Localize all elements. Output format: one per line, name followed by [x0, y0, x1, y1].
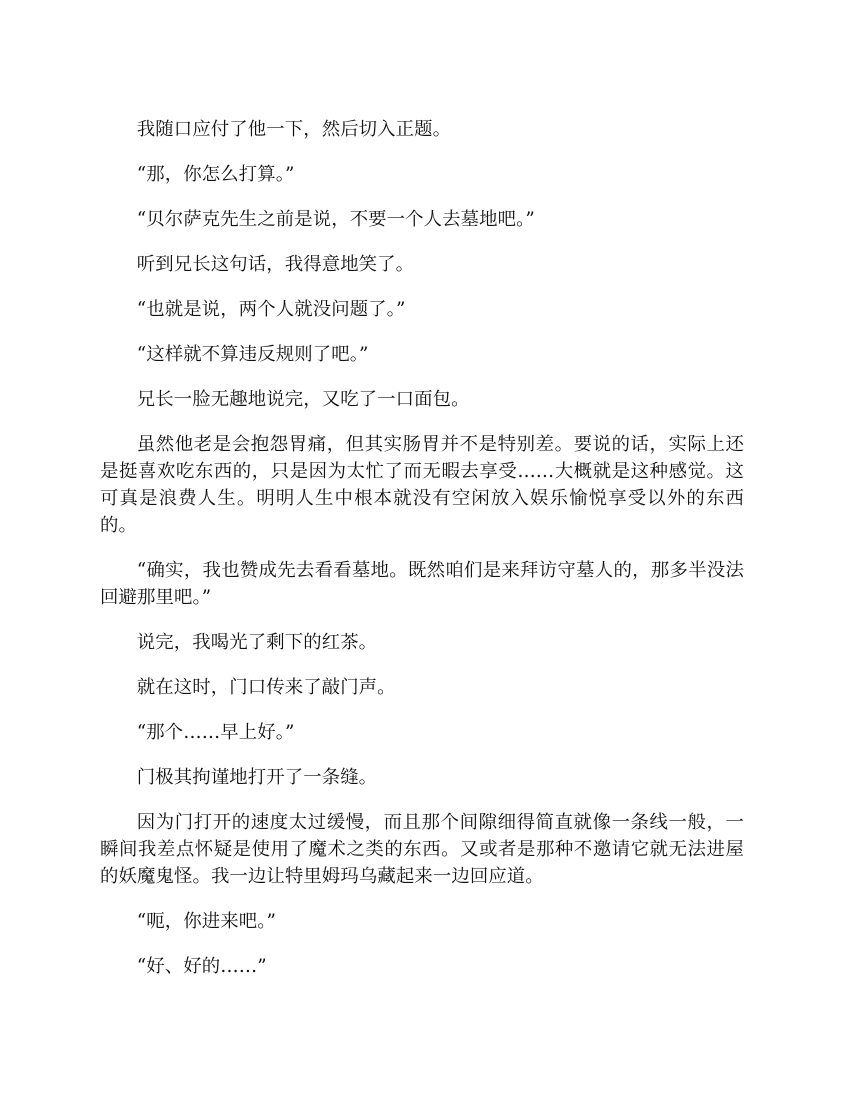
- document-body: [100, 116, 744, 998]
- paragraph: “那个……早上好。”: [136, 722, 295, 743]
- paragraph: “这样就不算违反规则了吧。”: [136, 344, 369, 365]
- paragraph: 兄长一脸无趣地说完，又吃了一口面包。: [136, 389, 470, 410]
- paragraph: 我随口应付了他一下，然后切入正题。: [136, 119, 452, 140]
- paragraph: “呃，你进来吧。”: [136, 911, 277, 932]
- paragraph: 听到兄长这句话，我得意地笑了。: [136, 254, 415, 275]
- paragraph: “那，你怎么打算。”: [136, 164, 295, 185]
- paragraph: 说完，我喝光了剩下的红茶。: [136, 632, 378, 653]
- paragraph: “也就是说，两个人就没问题了。”: [136, 299, 406, 320]
- paragraph: “贝尔萨克先生之前是说，不要一个人去墓地吧。”: [136, 209, 535, 230]
- paragraph: 就在这时，门口传来了敲门声。: [136, 677, 396, 698]
- paragraph: 因为门打开的速度太过缓慢，而且那个间隙细得简直就像一条线一般，一瞬间我差点怀疑是使用了魔术之类的东西。又或者是那种不邀请它就无法进屋的妖魔鬼怪。我一边让特里姆玛乌藏起来一边回应道。: [100, 812, 744, 887]
- paragraph: 虽然他老是会抱怨胃痛，但其实肠胃并不是特别差。要说的话，实际上还是挺喜欢吃东西的，只是因为太忙了而无暇去享受……大概就是这种感觉。这可真是浪费人生。明明人生中根本就没有空闲放入娱乐愉悦享受以外的东西的。: [100, 434, 744, 536]
- paragraph: “好、好的……”: [136, 956, 267, 977]
- paragraph: “确实，我也赞成先去看看墓地。既然咱们是来拜访守墓人的，那多半没法回避那里吧。”: [100, 560, 744, 608]
- paragraph: 门极其拘谨地打开了一条缝。: [136, 767, 378, 788]
